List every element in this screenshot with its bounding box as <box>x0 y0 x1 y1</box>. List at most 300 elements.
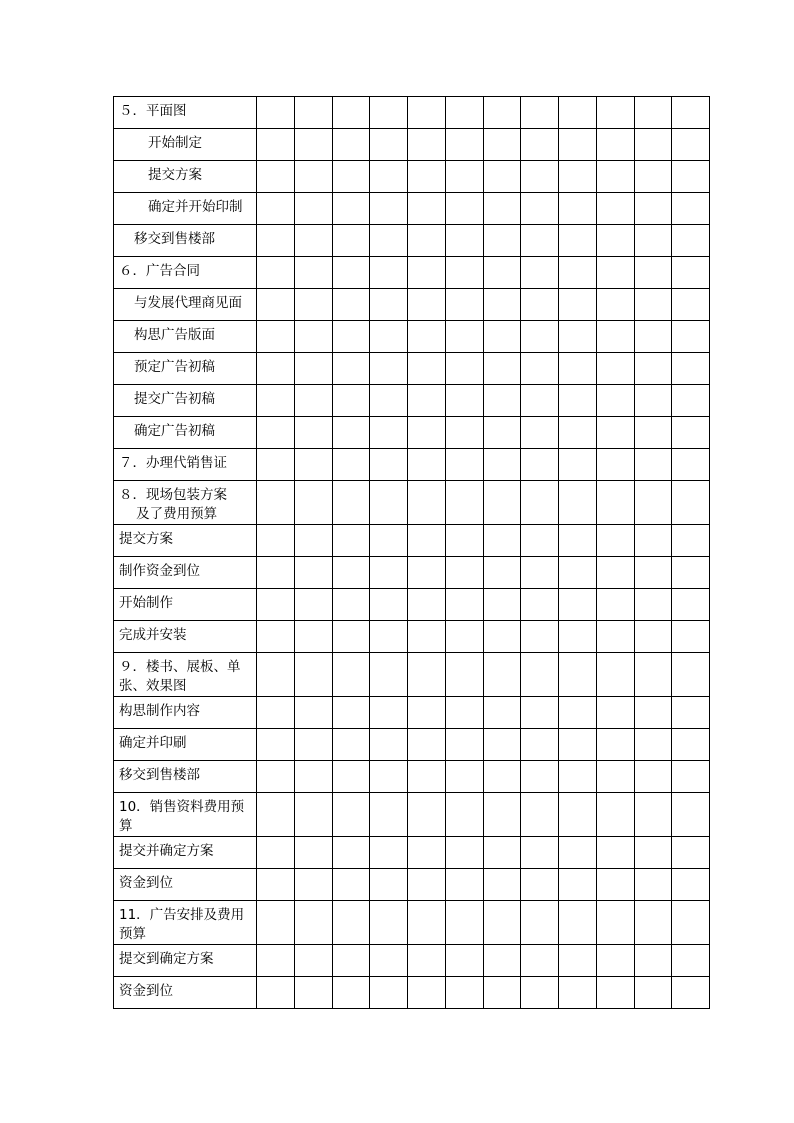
table-row <box>114 353 710 385</box>
task-label: 确定广告初稿 <box>134 423 215 439</box>
timeline-cell <box>332 869 370 901</box>
timeline-cell <box>332 161 370 193</box>
table-row <box>114 653 710 697</box>
timeline-cell <box>596 761 634 793</box>
timeline-cell <box>634 417 672 449</box>
timeline-cell <box>408 289 446 321</box>
timeline-cell <box>445 97 483 129</box>
timeline-cell <box>672 449 710 481</box>
timeline-cell <box>408 901 446 945</box>
table-row <box>114 697 710 729</box>
timeline-cell <box>483 761 521 793</box>
timeline-cell <box>672 481 710 525</box>
timeline-cell <box>672 977 710 1009</box>
timeline-cell <box>408 257 446 289</box>
timeline-cell <box>483 945 521 977</box>
timeline-cell <box>521 449 559 481</box>
timeline-cell <box>332 97 370 129</box>
timeline-cell <box>521 525 559 557</box>
timeline-cell <box>445 353 483 385</box>
task-label-cell <box>114 589 257 621</box>
task-label-cell <box>114 557 257 589</box>
timeline-cell <box>408 193 446 225</box>
timeline-cell <box>370 129 408 161</box>
timeline-cell <box>408 697 446 729</box>
timeline-cell <box>596 977 634 1009</box>
timeline-cell <box>634 837 672 869</box>
timeline-cell <box>483 977 521 1009</box>
task-label-cell <box>114 321 257 353</box>
timeline-cell <box>672 557 710 589</box>
timeline-cell <box>634 257 672 289</box>
task-label: 与发展代理商见面 <box>134 295 242 311</box>
timeline-cell <box>445 321 483 353</box>
timeline-cell <box>672 161 710 193</box>
timeline-cell <box>294 193 332 225</box>
timeline-cell <box>445 837 483 869</box>
task-label-cell <box>114 385 257 417</box>
table-row <box>114 417 710 449</box>
timeline-cell <box>294 557 332 589</box>
timeline-cell <box>294 793 332 837</box>
timeline-cell <box>445 557 483 589</box>
timeline-cell <box>483 729 521 761</box>
timeline-cell <box>408 761 446 793</box>
task-label: ７．办理代销售证 <box>119 455 227 471</box>
timeline-cell <box>483 193 521 225</box>
task-label: 移交到售楼部 <box>119 767 200 783</box>
timeline-cell <box>370 977 408 1009</box>
timeline-cell <box>483 557 521 589</box>
timeline-cell <box>294 525 332 557</box>
task-label-cell <box>114 697 257 729</box>
timeline-cell <box>521 97 559 129</box>
timeline-cell <box>672 321 710 353</box>
timeline-cell <box>634 97 672 129</box>
timeline-cell <box>332 449 370 481</box>
timeline-cell <box>257 193 295 225</box>
timeline-cell <box>596 321 634 353</box>
timeline-cell <box>332 761 370 793</box>
timeline-cell <box>332 385 370 417</box>
table-row <box>114 837 710 869</box>
timeline-cell <box>521 417 559 449</box>
timeline-cell <box>257 729 295 761</box>
timeline-cell <box>370 161 408 193</box>
timeline-cell <box>257 621 295 653</box>
timeline-cell <box>257 97 295 129</box>
timeline-cell <box>294 257 332 289</box>
timeline-cell <box>294 225 332 257</box>
timeline-cell <box>408 449 446 481</box>
task-label-cell <box>114 977 257 1009</box>
timeline-cell <box>257 161 295 193</box>
task-label-cell <box>114 417 257 449</box>
timeline-cell <box>521 321 559 353</box>
task-label: ５．平面图 <box>119 103 187 119</box>
timeline-cell <box>521 129 559 161</box>
task-label: 提交并确定方案 <box>119 843 214 859</box>
timeline-cell <box>521 193 559 225</box>
timeline-cell <box>634 793 672 837</box>
task-label: 完成并安装 <box>119 627 187 643</box>
timeline-cell <box>294 321 332 353</box>
timeline-cell <box>521 793 559 837</box>
timeline-cell <box>596 257 634 289</box>
timeline-cell <box>559 589 597 621</box>
table-row <box>114 449 710 481</box>
timeline-cell <box>408 945 446 977</box>
timeline-cell <box>559 761 597 793</box>
timeline-cell <box>408 321 446 353</box>
timeline-cell <box>521 945 559 977</box>
timeline-cell <box>596 729 634 761</box>
timeline-cell <box>332 793 370 837</box>
table-row <box>114 97 710 129</box>
timeline-cell <box>257 901 295 945</box>
timeline-cell <box>294 129 332 161</box>
timeline-cell <box>445 653 483 697</box>
task-label-cell <box>114 97 257 129</box>
timeline-cell <box>294 945 332 977</box>
timeline-cell <box>408 385 446 417</box>
timeline-cell <box>257 129 295 161</box>
task-label-cell <box>114 257 257 289</box>
table-row <box>114 193 710 225</box>
timeline-cell <box>596 385 634 417</box>
timeline-cell <box>294 653 332 697</box>
task-label-cell <box>114 793 257 837</box>
timeline-cell <box>596 129 634 161</box>
timeline-cell <box>445 417 483 449</box>
timeline-cell <box>445 525 483 557</box>
timeline-cell <box>559 653 597 697</box>
timeline-cell <box>634 193 672 225</box>
schedule-table <box>113 96 710 1009</box>
timeline-cell <box>332 525 370 557</box>
timeline-cell <box>672 901 710 945</box>
timeline-cell <box>672 193 710 225</box>
timeline-cell <box>257 225 295 257</box>
timeline-cell <box>483 793 521 837</box>
task-label-cell <box>114 761 257 793</box>
timeline-cell <box>445 589 483 621</box>
task-label-cell <box>114 289 257 321</box>
timeline-cell <box>634 557 672 589</box>
timeline-cell <box>521 837 559 869</box>
timeline-cell <box>483 837 521 869</box>
timeline-cell <box>483 653 521 697</box>
timeline-cell <box>634 353 672 385</box>
timeline-cell <box>521 289 559 321</box>
timeline-cell <box>408 837 446 869</box>
timeline-cell <box>294 289 332 321</box>
timeline-cell <box>294 977 332 1009</box>
timeline-cell <box>634 385 672 417</box>
timeline-cell <box>370 697 408 729</box>
timeline-cell <box>408 977 446 1009</box>
timeline-cell <box>257 321 295 353</box>
timeline-cell <box>445 449 483 481</box>
timeline-cell <box>408 161 446 193</box>
timeline-cell <box>634 621 672 653</box>
timeline-cell <box>521 353 559 385</box>
timeline-cell <box>634 321 672 353</box>
task-label: 预定广告初稿 <box>134 359 215 375</box>
timeline-cell <box>596 901 634 945</box>
table-row <box>114 525 710 557</box>
timeline-cell <box>257 417 295 449</box>
task-label: 资金到位 <box>119 983 173 999</box>
timeline-cell <box>483 417 521 449</box>
timeline-cell <box>483 621 521 653</box>
timeline-cell <box>672 589 710 621</box>
timeline-cell <box>596 97 634 129</box>
timeline-cell <box>294 449 332 481</box>
timeline-cell <box>294 481 332 525</box>
timeline-cell <box>408 589 446 621</box>
timeline-cell <box>483 385 521 417</box>
timeline-cell <box>294 837 332 869</box>
timeline-cell <box>370 417 408 449</box>
timeline-cell <box>596 481 634 525</box>
timeline-cell <box>596 161 634 193</box>
timeline-cell <box>370 653 408 697</box>
timeline-cell <box>445 977 483 1009</box>
timeline-cell <box>294 353 332 385</box>
timeline-cell <box>445 385 483 417</box>
timeline-cell <box>257 945 295 977</box>
timeline-cell <box>596 945 634 977</box>
timeline-cell <box>672 761 710 793</box>
timeline-cell <box>483 129 521 161</box>
timeline-cell <box>483 289 521 321</box>
timeline-cell <box>483 525 521 557</box>
timeline-cell <box>521 621 559 653</box>
timeline-cell <box>634 225 672 257</box>
timeline-cell <box>634 449 672 481</box>
table-row <box>114 129 710 161</box>
timeline-cell <box>521 761 559 793</box>
timeline-cell <box>370 449 408 481</box>
timeline-cell <box>634 945 672 977</box>
timeline-cell <box>672 525 710 557</box>
table-row <box>114 321 710 353</box>
table-row <box>114 793 710 837</box>
task-label: 提交方案 <box>148 167 202 183</box>
timeline-cell <box>294 417 332 449</box>
table-row <box>114 481 710 525</box>
timeline-cell <box>408 225 446 257</box>
timeline-cell <box>370 869 408 901</box>
timeline-cell <box>408 481 446 525</box>
timeline-cell <box>634 481 672 525</box>
task-label: 提交到确定方案 <box>119 951 214 967</box>
timeline-cell <box>483 225 521 257</box>
timeline-cell <box>559 945 597 977</box>
timeline-cell <box>521 257 559 289</box>
timeline-cell <box>445 945 483 977</box>
timeline-cell <box>370 257 408 289</box>
timeline-cell <box>332 417 370 449</box>
timeline-cell <box>257 557 295 589</box>
task-label-cell <box>114 729 257 761</box>
timeline-cell <box>521 697 559 729</box>
timeline-cell <box>559 977 597 1009</box>
timeline-cell <box>521 653 559 697</box>
timeline-cell <box>559 161 597 193</box>
timeline-cell <box>445 129 483 161</box>
timeline-cell <box>408 621 446 653</box>
timeline-cell <box>408 97 446 129</box>
task-label-cell <box>114 449 257 481</box>
timeline-cell <box>445 289 483 321</box>
table-row <box>114 289 710 321</box>
timeline-cell <box>672 869 710 901</box>
timeline-cell <box>445 481 483 525</box>
timeline-cell <box>596 193 634 225</box>
timeline-cell <box>445 697 483 729</box>
timeline-cell <box>332 353 370 385</box>
timeline-cell <box>596 589 634 621</box>
timeline-cell <box>445 761 483 793</box>
timeline-cell <box>370 589 408 621</box>
timeline-cell <box>672 225 710 257</box>
timeline-cell <box>408 417 446 449</box>
timeline-cell <box>521 901 559 945</box>
timeline-cell <box>445 621 483 653</box>
timeline-cell <box>596 225 634 257</box>
timeline-cell <box>408 525 446 557</box>
timeline-cell <box>332 697 370 729</box>
timeline-cell <box>257 481 295 525</box>
timeline-cell <box>521 161 559 193</box>
timeline-cell <box>294 901 332 945</box>
timeline-cell <box>672 697 710 729</box>
timeline-cell <box>559 901 597 945</box>
table-row <box>114 901 710 945</box>
timeline-cell <box>370 321 408 353</box>
timeline-cell <box>408 557 446 589</box>
timeline-cell <box>445 225 483 257</box>
timeline-cell <box>257 697 295 729</box>
timeline-cell <box>332 257 370 289</box>
timeline-cell <box>257 589 295 621</box>
timeline-cell <box>370 193 408 225</box>
timeline-cell <box>257 869 295 901</box>
timeline-cell <box>672 945 710 977</box>
timeline-cell <box>521 481 559 525</box>
table-row <box>114 945 710 977</box>
timeline-cell <box>559 449 597 481</box>
timeline-cell <box>408 353 446 385</box>
task-label: ９．楼书、展板、单张、效果图 <box>119 659 241 694</box>
timeline-cell <box>294 589 332 621</box>
timeline-cell <box>596 417 634 449</box>
timeline-cell <box>257 837 295 869</box>
task-label: 11．广告安排及费用预算 <box>119 907 245 942</box>
timeline-cell <box>672 289 710 321</box>
timeline-cell <box>672 837 710 869</box>
timeline-cell <box>672 129 710 161</box>
timeline-cell <box>294 161 332 193</box>
timeline-cell <box>521 225 559 257</box>
timeline-cell <box>445 161 483 193</box>
timeline-cell <box>332 621 370 653</box>
timeline-cell <box>332 589 370 621</box>
timeline-cell <box>483 901 521 945</box>
task-label-cell <box>114 837 257 869</box>
timeline-cell <box>559 793 597 837</box>
timeline-cell <box>408 729 446 761</box>
task-label: 10．销售资料费用预算 <box>119 799 245 834</box>
table-row <box>114 225 710 257</box>
task-label-cell <box>114 353 257 385</box>
timeline-cell <box>634 289 672 321</box>
timeline-cell <box>672 385 710 417</box>
timeline-cell <box>559 557 597 589</box>
timeline-cell <box>634 697 672 729</box>
timeline-cell <box>370 481 408 525</box>
timeline-cell <box>257 793 295 837</box>
timeline-cell <box>483 481 521 525</box>
timeline-cell <box>596 793 634 837</box>
timeline-cell <box>408 793 446 837</box>
timeline-cell <box>257 449 295 481</box>
timeline-cell <box>559 837 597 869</box>
task-label: 资金到位 <box>119 875 173 891</box>
timeline-cell <box>634 129 672 161</box>
timeline-cell <box>559 481 597 525</box>
table-row <box>114 761 710 793</box>
timeline-cell <box>559 225 597 257</box>
timeline-cell <box>483 869 521 901</box>
timeline-cell <box>332 557 370 589</box>
timeline-cell <box>445 729 483 761</box>
task-label: 移交到售楼部 <box>134 231 215 247</box>
timeline-cell <box>370 353 408 385</box>
task-label: 制作资金到位 <box>119 563 200 579</box>
task-label: 构思制作内容 <box>119 703 200 719</box>
timeline-cell <box>521 385 559 417</box>
timeline-cell <box>596 449 634 481</box>
task-label: 开始制定 <box>148 135 202 151</box>
table-row <box>114 557 710 589</box>
timeline-cell <box>634 761 672 793</box>
timeline-cell <box>634 901 672 945</box>
timeline-cell <box>559 697 597 729</box>
task-label-cell <box>114 161 257 193</box>
timeline-cell <box>521 729 559 761</box>
timeline-cell <box>370 945 408 977</box>
timeline-cell <box>445 901 483 945</box>
timeline-cell <box>294 729 332 761</box>
timeline-cell <box>257 653 295 697</box>
timeline-cell <box>596 621 634 653</box>
timeline-cell <box>294 697 332 729</box>
timeline-cell <box>559 353 597 385</box>
timeline-cell <box>257 353 295 385</box>
task-label-cell <box>114 481 257 525</box>
task-label-cell <box>114 129 257 161</box>
timeline-cell <box>596 869 634 901</box>
timeline-cell <box>559 193 597 225</box>
table-row <box>114 729 710 761</box>
task-label-cell <box>114 653 257 697</box>
timeline-cell <box>559 257 597 289</box>
timeline-cell <box>332 193 370 225</box>
timeline-cell <box>370 793 408 837</box>
